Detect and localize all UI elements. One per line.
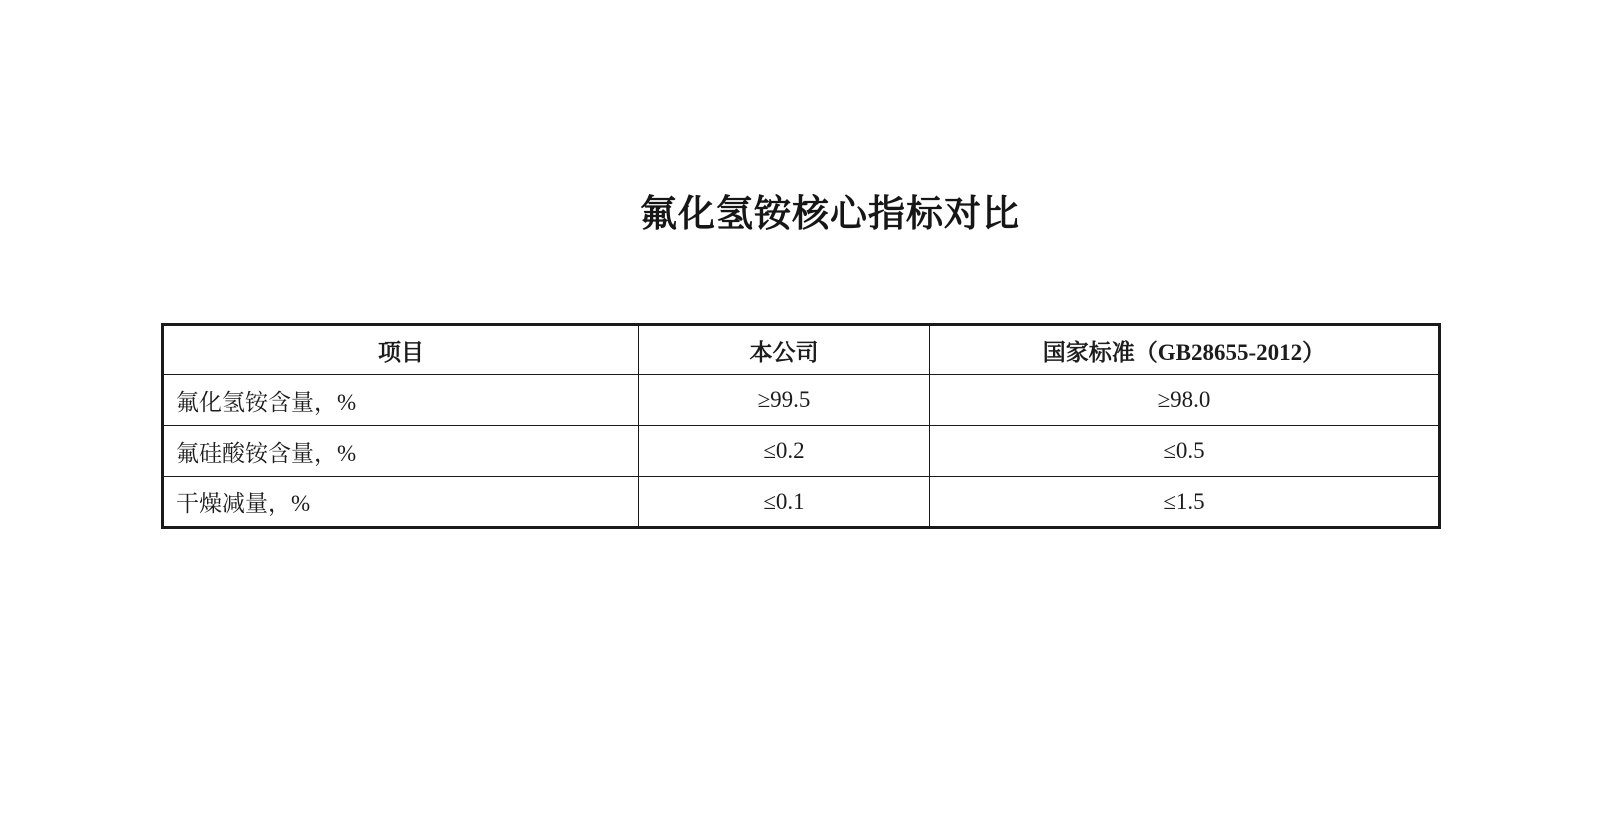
row-company-value: ≤0.1: [639, 477, 930, 528]
table-row: [163, 375, 1440, 426]
row-item-name: 干燥减量，%: [163, 477, 639, 528]
row-company-value: ≥99.5: [639, 375, 930, 426]
table-header-row: [163, 325, 1440, 375]
row-national-value: ≥98.0: [930, 375, 1440, 426]
header-item: 项目: [163, 325, 639, 375]
header-national-standard: 国家标准（GB28655-2012）: [930, 325, 1440, 375]
header-company: 本公司: [639, 325, 930, 375]
row-item-name: 氟硅酸铵含量，%: [163, 426, 639, 477]
table-row: [163, 477, 1440, 528]
row-item-name: 氟化氢铵含量，%: [163, 375, 639, 426]
row-national-value: ≤1.5: [930, 477, 1440, 528]
document-title: 氟化氢铵核心指标对比: [640, 194, 1020, 235]
row-company-value: ≤0.2: [639, 426, 930, 477]
spec-comparison-table: [161, 323, 1441, 529]
row-national-value: ≤0.5: [930, 426, 1440, 477]
table-row: [163, 426, 1440, 477]
